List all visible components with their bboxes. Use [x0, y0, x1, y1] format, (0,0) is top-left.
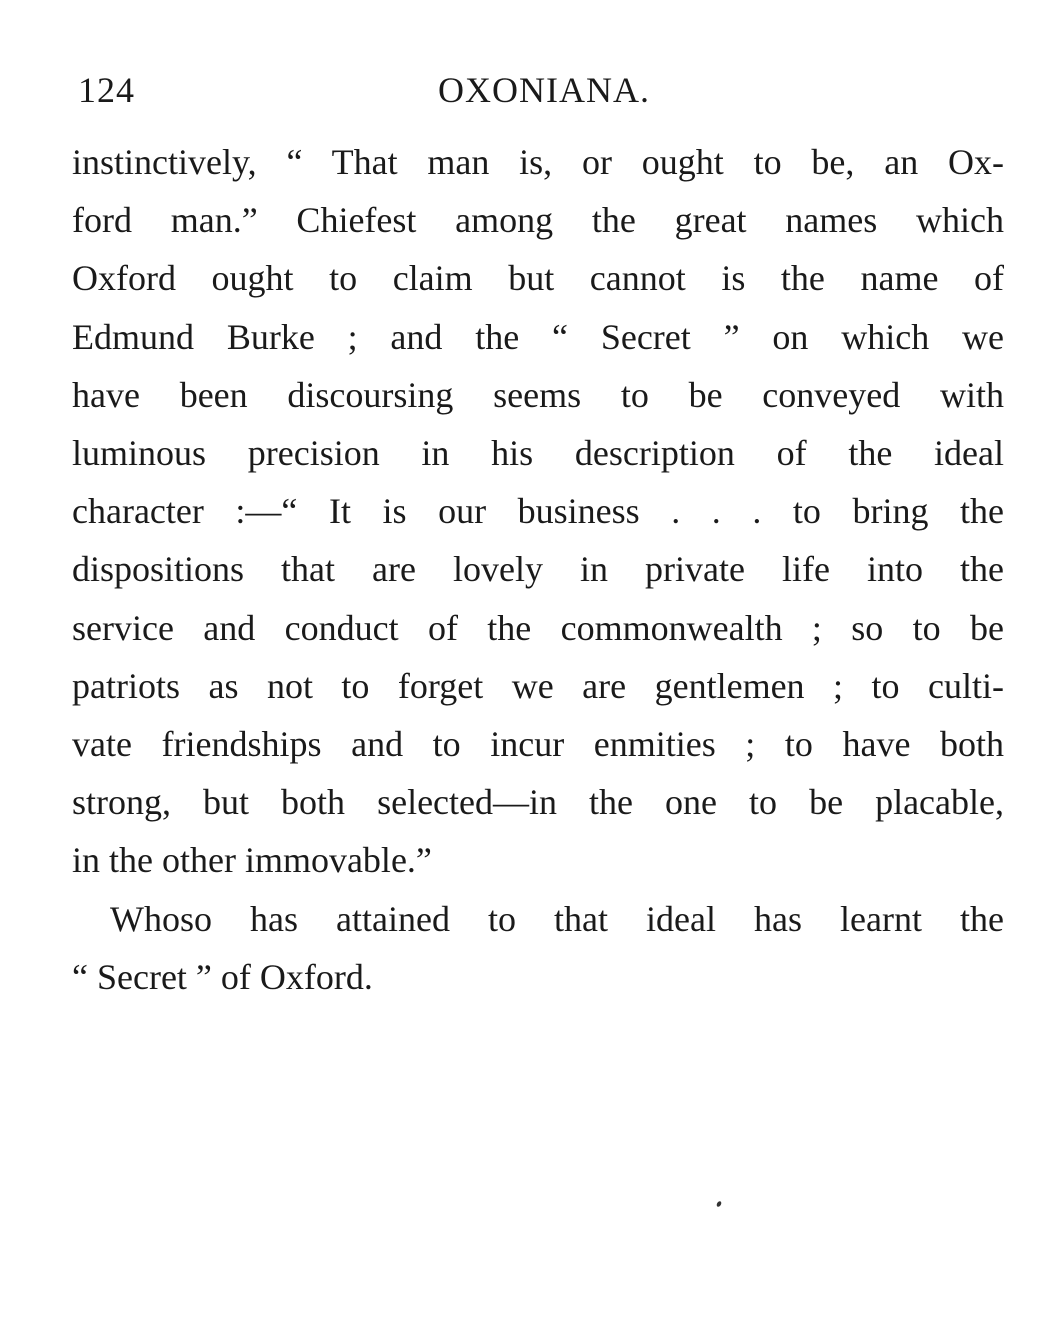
paragraph-1 — [72, 133, 1004, 889]
page-number: 124 — [78, 70, 135, 110]
running-head — [74, 68, 1004, 112]
text-line: patriots as not to forget we are gentlemen ; to culti- — [72, 665, 1004, 706]
text-line: luminous precision in his description of the ideal — [72, 432, 1004, 473]
text-line: “ Secret ” of Oxford. — [72, 957, 373, 998]
text-line: have been discoursing seems to be conveyed with — [72, 374, 1004, 415]
paragraph-2 — [72, 890, 1004, 1006]
ink-speck — [716, 1200, 722, 1207]
text-line: character :—“ It is our business . . . to bring the — [72, 491, 1004, 532]
text-line: Oxford ought to claim but cannot is the name of — [72, 258, 1004, 299]
text-line: strong, but both selected—in the one to be placable, — [72, 782, 1004, 823]
text-line: ford man.” Chiefest among the great names which — [72, 200, 1004, 241]
running-title: OXONIANA. — [438, 70, 650, 110]
text-line: Edmund Burke ; and the “ Secret ” on which we — [72, 316, 1004, 357]
text-line: in the other immovable.” — [72, 840, 432, 881]
text-line: service and conduct of the commonwealth ; so to be — [72, 607, 1004, 648]
text-line: Whoso has attained to that ideal has learnt the — [110, 899, 1004, 939]
text-line: dispositions that are lovely in private life into the — [72, 549, 1004, 590]
text-line: vate friendships and to incur enmities ; to have both — [72, 723, 1004, 764]
text-line: instinctively, “ That man is, or ought to be, an Ox- — [72, 142, 1004, 182]
